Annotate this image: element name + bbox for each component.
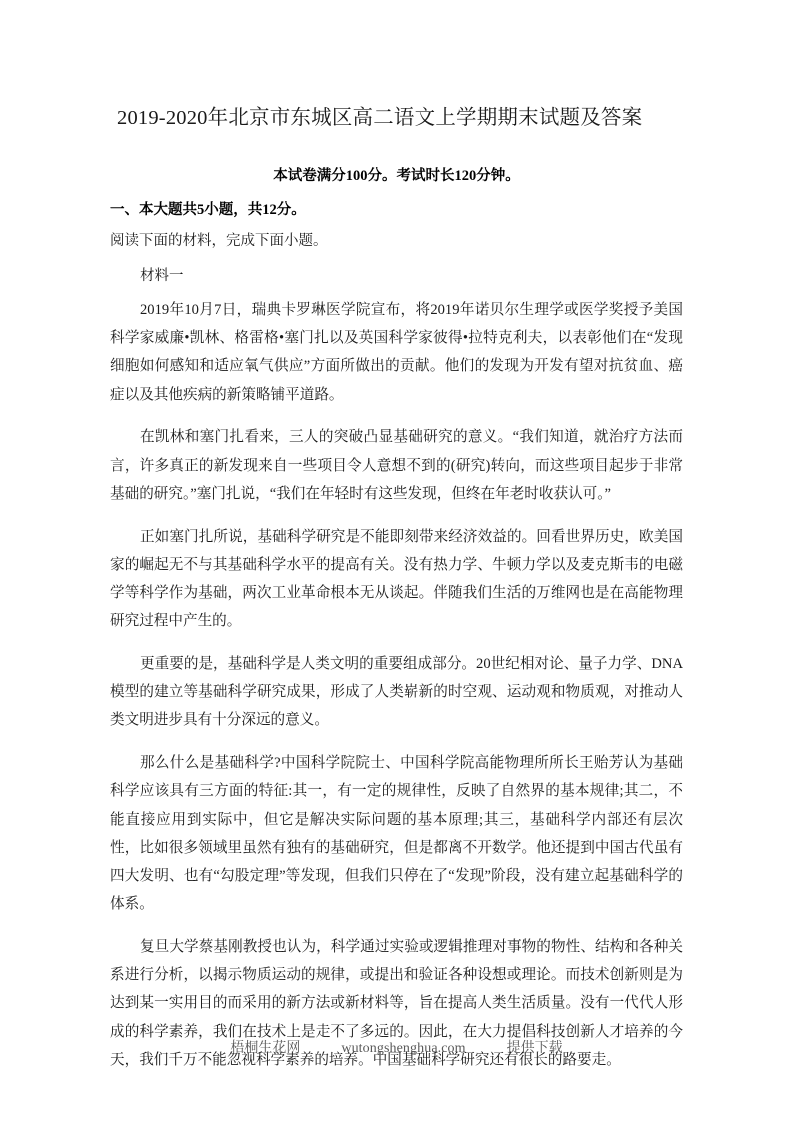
body-paragraph: 复旦大学蔡基刚教授也认为，科学通过实验或逻辑推理对事物的物性、结构和各种关系进行分析，以揭示物质运动的规律，或提出和验证各种设想或理论。而技术创新则是为达到某一实用目的而采用的新方法或新材料等，旨在提高人类生活质量。没有一代代人形成的科学素养，我们在技术上是走不了多远的。因此，在大力提倡科技创新人才培养的今天，我们千万不能忽视科学素养的培养。中国基础科学研究还有很长的路要走。 [110,939,683,1068]
body-paragraph: 在凯林和塞门扎看来，三人的突破凸显基础研究的意义。“我们知道，就治疗方法而言，许多真正的新发现来自一些项目令人意想不到的(研究)转向，而这些项目起步于非常基础的研究。”塞门扎说，“我们在年轻时有这些发现，但终在年老时收获认可。” [110,429,683,502]
page-footer [0,1038,793,1060]
footer-download-text[interactable]: 提供下载 [506,1041,563,1056]
footer-site-url[interactable]: wutongshenghua.com [341,1041,466,1056]
material-label: 材料一 [140,268,184,284]
section-heading: 一、本大题共5小题，共12分。 [110,202,306,218]
body-paragraph: 更重要的是，基础科学是人类文明的重要组成部分。20世纪相对论、量子力学、DNA模型的建立等基础科学研究成果，形成了人类崭新的时空观、运动观和物质观，对推动人类文明进步具有十分深远的意义。 [110,656,683,729]
footer-site-name: 梧桐生花网 [230,1041,301,1056]
body-paragraph: 那么什么是基础科学?中国科学院院士、中国科学院高能物理所所长王贻芳认为基础科学应该具有三方面的特征:其一，有一定的规律性，反映了自然界的基本规律;其二，不能直接应用到实际中，但它是解决实际问题的基本原理;其三，基础科学内部还有层次性，比如很多领域里虽然有独有的基础研究，但是都离不开数学。他还提到中国古代虽有四大发明、也有“勾股定理”等发现，但我们只停在了“发现”阶段，没有建立起基础科学的体系。 [110,755,683,913]
body-paragraph: 正如塞门扎所说，基础科学研究是不能即刻带来经济效益的。回看世界历史，欧美国家的崛起无不与其基础科学水平的提高有关。没有热力学、牛顿力学以及麦克斯韦的电磁学等科学作为基础，两次工业革命根本无从谈起。伴随我们生活的万维网也是在高能物理研究过程中产生的。 [110,528,683,630]
body-paragraph: 2019年10月7日，瑞典卡罗琳医学院宣布，将2019年诺贝尔生理学或医学奖授予美国科学家威廉•凯林、格雷格•塞门扎以及英国科学家彼得•拉特克利夫，以表彰他们在“发现细胞如何感知和适应氧气供应”方面所做出的贡献。他们的发现为开发有望对抗贫血、癌症以及其他疾病的新策略铺平道路。 [110,302,683,403]
reading-instruction: 阅读下面的材料，完成下面小题。 [110,233,328,249]
document-content [110,0,683,1089]
exam-info-subtitle: 本试卷满分100分。考试时长120分钟。 [273,168,520,184]
page-title: 2019-2020年北京市东城区高二语文上学期期末试题及答案 [117,107,643,129]
